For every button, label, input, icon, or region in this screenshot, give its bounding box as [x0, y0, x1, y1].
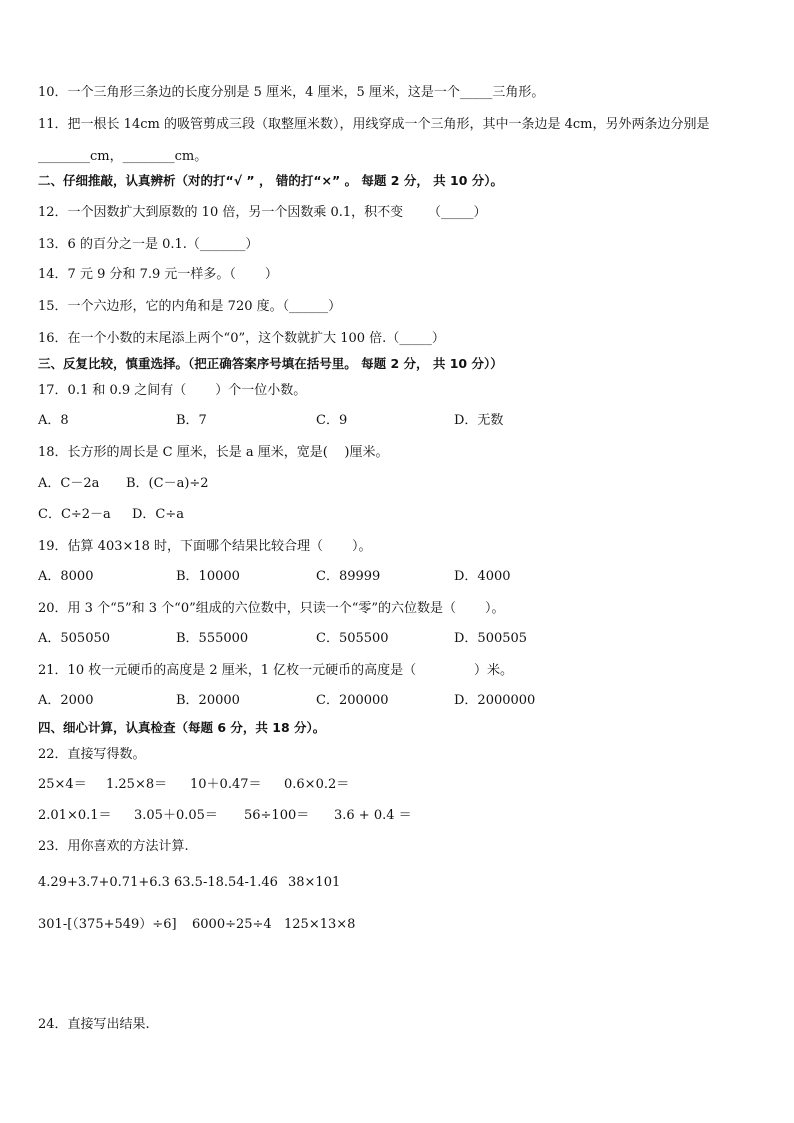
- q21-option-b: B．20000: [176, 693, 240, 708]
- q22-item-3: 10＋0.47＝: [190, 777, 262, 792]
- question-20: 20．用 3 个“5”和 3 个“0”组成的六位数中，只读一个“零”的六位数是（ ）。: [38, 601, 505, 616]
- q18-option-a: A．C－2a: [38, 476, 100, 491]
- question-11-blanks: ________cm，________cm。: [38, 149, 208, 164]
- q20-option-a: A．505050: [38, 631, 111, 646]
- question-18: 18．长方形的周长是 C 厘米，长是 a 厘米，宽是( )厘米。: [38, 445, 389, 460]
- q22-item-6: 3.05＋0.05＝: [134, 808, 218, 823]
- question-19: 19．估算 403×18 时，下面哪个结果比较合理（ ）。: [38, 539, 372, 554]
- q17-option-c: C．9: [316, 413, 348, 428]
- q22-item-8: 3.6 + 0.4 ＝: [334, 808, 412, 823]
- q20-option-d: D．500505: [454, 631, 528, 646]
- q23-item-3: 38×101: [288, 875, 341, 890]
- question-15: 15．一个六边形，它的内角和是 720 度。（______）: [38, 299, 342, 314]
- q21-option-c: C．200000: [316, 693, 389, 708]
- question-14: 14．7 元 9 分和 7.9 元一样多。（ ）: [38, 267, 278, 282]
- section-2-heading: 二、仔细推敲，认真辨析（对的打“√ ” ， 错的打“×” 。 每题 2 分， 共 10 分）。: [38, 173, 504, 188]
- q19-option-d: D．4000: [454, 569, 511, 584]
- q20-option-b: B．555000: [176, 631, 249, 646]
- q18-option-b: B．(C－a)÷2: [126, 476, 209, 491]
- question-22: 22．直接写得数。: [38, 747, 146, 762]
- question-13: 13．6 的百分之一是 0.1.（_______）: [38, 237, 259, 252]
- q23-item-1: 4.29+3.7+0.71+6.3: [38, 875, 170, 890]
- q23-item-4: 301-[（375+549）÷6]: [38, 917, 177, 932]
- section-4-heading: 四、细心计算，认真检查（每题 6 分，共 18 分）。: [38, 720, 326, 735]
- question-21: 21．10 枚一元硬币的高度是 2 厘米，1 亿枚一元硬币的高度是（ ）米。: [38, 663, 514, 678]
- q18-option-c: C．C÷2－a: [38, 507, 111, 522]
- q22-item-2: 1.25×8＝: [106, 777, 168, 792]
- question-11: 11．把一根长 14cm 的吸管剪成三段（取整厘米数），用线穿成一个三角形，其中一条边是 4cm，另外两条边分别是: [38, 117, 710, 132]
- q17-option-b: B．7: [176, 413, 207, 428]
- q22-item-4: 0.6×0.2＝: [284, 777, 350, 792]
- q20-option-c: C．505500: [316, 631, 389, 646]
- q19-option-c: C．89999: [316, 569, 381, 584]
- q17-option-d: D．无数: [454, 413, 504, 428]
- q17-option-a: A．8: [38, 413, 69, 428]
- q19-option-a: A．8000: [38, 569, 94, 584]
- q23-item-5: 6000÷25÷4: [192, 917, 272, 932]
- question-23: 23．用你喜欢的方法计算.: [38, 839, 189, 854]
- section-3-heading: 三、反复比较，慎重选择。（把正确答案序号填在括号里。 每题 2 分， 共 10 分））: [38, 356, 503, 371]
- q21-option-a: A．2000: [38, 693, 94, 708]
- question-10: 10．一个三角形三条边的长度分别是 5 厘米，4 厘米，5 厘米，这是一个_____三角形。: [38, 85, 545, 100]
- question-12: 12．一个因数扩大到原数的 10 倍，另一个因数乘 0.1，积不变 （_____）: [38, 205, 487, 220]
- q22-item-5: 2.01×0.1＝: [38, 808, 112, 823]
- q19-option-b: B．10000: [176, 569, 240, 584]
- q23-item-2: 63.5-18.54-1.46: [174, 875, 278, 890]
- q18-option-d: D．C÷a: [132, 507, 185, 522]
- q23-item-6: 125×13×8: [284, 917, 356, 932]
- question-16: 16．在一个小数的末尾添上两个“0”，这个数就扩大 100 倍.（_____）: [38, 331, 445, 346]
- q22-item-1: 25×4＝: [38, 777, 87, 792]
- q22-item-7: 56÷100＝: [244, 808, 310, 823]
- question-24: 24．直接写出结果.: [38, 1017, 150, 1032]
- question-17: 17．0.1 和 0.9 之间有（ ）个一位小数。: [38, 383, 307, 398]
- q21-option-d: D．2000000: [454, 693, 536, 708]
